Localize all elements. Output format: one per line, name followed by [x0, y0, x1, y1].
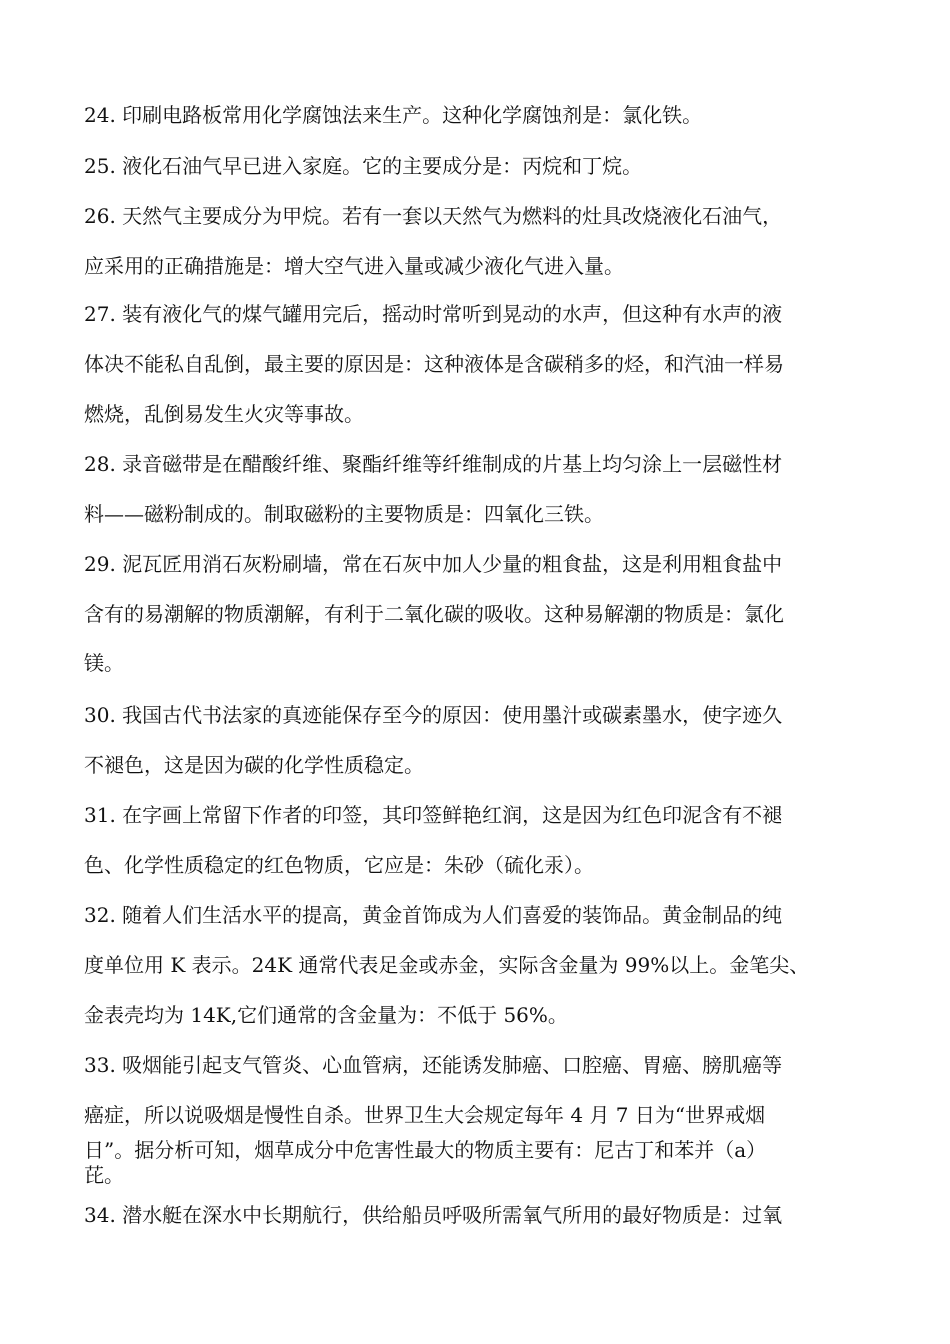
text-line: 色、化学性质稳定的红色物质，它应是：朱砂（硫化汞）。 [84, 853, 594, 877]
text-line: 不褪色，这是因为碳的化学性质稳定。 [84, 753, 424, 777]
text-line: 镁。 [84, 651, 124, 675]
text-line: 34. 潜水艇在深水中长期航行，供给船员呼吸所需氧气所用的最好物质是：过氧 [84, 1203, 783, 1227]
text-line: 29. 泥瓦匠用消石灰粉刷墙，常在石灰中加人少量的粗食盐，这是利用粗食盐中 [84, 552, 783, 576]
text-line: 燃烧，乱倒易发生火灾等事故。 [84, 402, 364, 426]
text-line: 31. 在字画上常留下作者的印签，其印签鲜艳红润，这是因为红色印泥含有不褪 [84, 803, 783, 827]
text-line: 日”。据分析可知，烟草成分中危害性最大的物质主要有：尼古丁和苯并（a） [84, 1138, 767, 1162]
text-line: 30. 我国古代书法家的真迹能保存至今的原因：使用墨汁或碳素墨水，使字迹久 [84, 703, 783, 727]
text-line: 癌症，所以说吸烟是慢性自杀。世界卫生大会规定每年 4 月 7 日为“世界戒烟 [84, 1103, 766, 1127]
text-line: 度单位用 K 表示。24K 通常代表足金或赤金，实际含金量为 99%以上。金笔尖、 [84, 953, 810, 977]
text-line: 27. 装有液化气的煤气罐用完后，摇动时常听到晃动的水声，但这种有水声的液 [84, 302, 783, 326]
text-line: 金表壳均为 14K,它们通常的含金量为：不低于 56%。 [84, 1003, 568, 1027]
text-line: 应采用的正确措施是：增大空气进入量或减少液化气进入量。 [84, 254, 624, 278]
text-line: 料——磁粉制成的。制取磁粉的主要物质是：四氧化三铁。 [84, 502, 604, 526]
text-line: 25. 液化石油气早已进入家庭。它的主要成分是：丙烷和丁烷。 [84, 154, 643, 178]
text-line: 26. 天然气主要成分为甲烷。若有一套以天然气为燃料的灶具改烧液化石油气， [84, 204, 783, 228]
text-line: 24. 印刷电路板常用化学腐蚀法来生产。这种化学腐蚀剂是：氯化铁。 [84, 103, 703, 127]
text-line: 28. 录音磁带是在醋酸纤维、聚酯纤维等纤维制成的片基上均匀涂上一层磁性材 [84, 452, 783, 476]
text-line: 芘。 [84, 1163, 124, 1187]
text-line: 含有的易潮解的物质潮解，有利于二氧化碳的吸收。这种易解潮的物质是：氯化 [84, 602, 784, 626]
text-line: 体决不能私自乱倒，最主要的原因是：这种液体是含碳稍多的烃，和汽油一样易 [84, 352, 784, 376]
text-line: 33. 吸烟能引起支气管炎、心血管病，还能诱发肺癌、口腔癌、胃癌、膀肌癌等 [84, 1053, 783, 1077]
text-line: 32. 随着人们生活水平的提高，黄金首饰成为人们喜爱的装饰品。黄金制品的纯 [84, 903, 783, 927]
